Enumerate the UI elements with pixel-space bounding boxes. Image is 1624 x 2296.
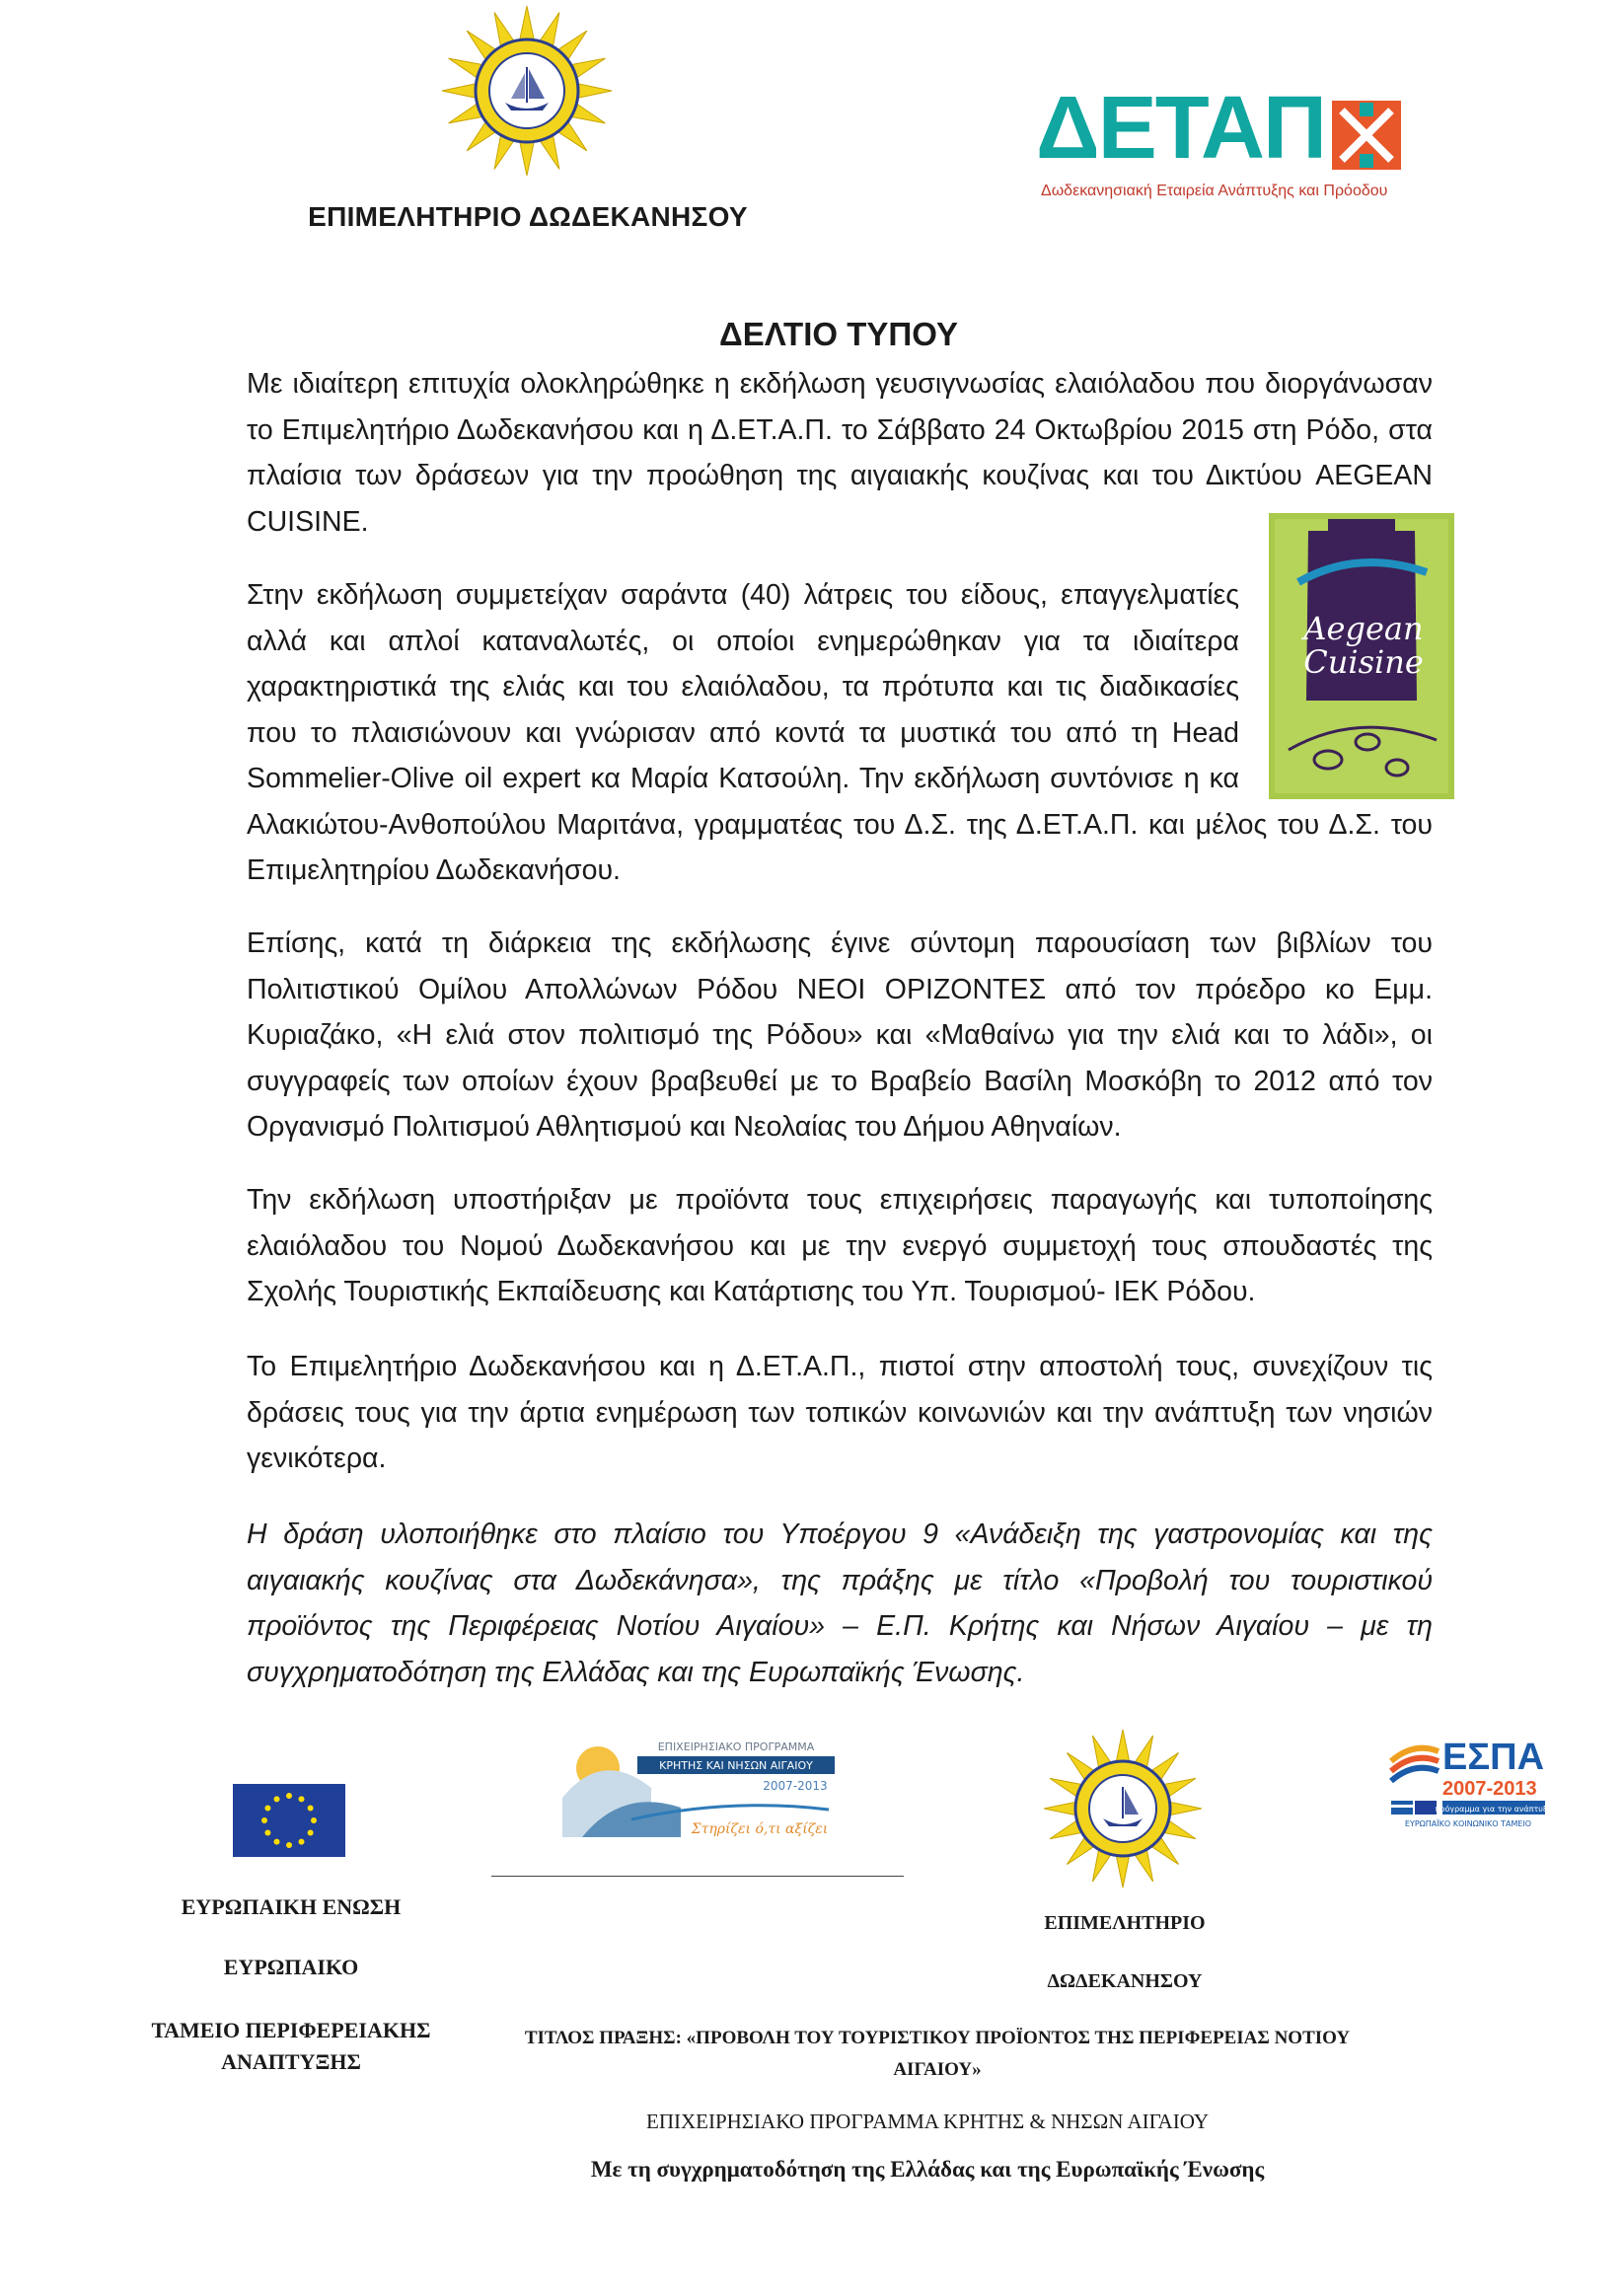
paragraph: Την εκδήλωση υποστήριξαν με προϊόντα τους επιχειρήσεις παραγωγής και τυποποίησης ελαιόλαδου του Νομού Δωδεκανήσου και με την ενεργό συμμετοχή τους σπουδαστές της Σχολής Τουριστικής Εκπαίδευσης και Κατάρτισης του Υπ. Τουρισμού- ΙΕΚ Ρόδου. [247, 1184, 1433, 1307]
crete-logo-line2: ΚΡΗΤΗΣ ΚΑΙ ΝΗΣΩΝ ΑΙΓΑΙΟΥ [659, 1759, 813, 1772]
chamber-logo [427, 6, 627, 176]
footer-divider [491, 1876, 904, 1877]
paragraph: Το Επιμελητήριο Δωδεκανήσου και η Δ.ΕΤ.Α.Π., πιστοί στην αποστολή τους, συνεχίζουν τις δράσεις τους για την άρτια ενημέρωση των τοπικών κοινωνιών και την ανάπτυξη των νησιών γενικότερα. [247, 1351, 1433, 1474]
espa-name: ΕΣΠΑ [1442, 1737, 1545, 1778]
footer-action-title: ΤΙΤΛΟΣ ΠΡΑΞΗΣ: «ΠΡΟΒΟΛΗ ΤΟΥ ΤΟΥΡΙΣΤΙΚΟΥ ΠΡΟΪΟΝΤΟΣ ΤΗΣ ΠΕΡΙΦΕΡΕΙΑΣ ΝΟΤΙΟΥ ΑΙΓΑΙΟΥ» [524, 2028, 1351, 2080]
footer-chamber-line1: ΕΠΙΜΕΛΗΤΗΡΙΟ [1044, 1912, 1206, 1934]
crete-logo-years: 2007-2013 [763, 1779, 828, 1793]
espa-fund: ΕΥΡΩΠΑΪΚΟ ΚΟΙΝΩΝΙΚΟ ΤΑΜΕΙΟ [1404, 1819, 1532, 1828]
aegean-line2: Cuisine [1303, 643, 1424, 681]
document-title: ΔΕΛΤΙΟ ΤΥΠΟΥ [719, 316, 958, 352]
footer-program: ΕΠΙΧΕΙΡΗΣΙΑΚΟ ΠΡΟΓΡΑΜΜΑ ΚΡΗΤΗΣ & ΝΗΣΩΝ ΑΙΓΑΙΟΥ [646, 2110, 1209, 2133]
aegean-cuisine-logo [1269, 513, 1454, 799]
crete-logo-slogan: Στηρίζει ό,τι αξίζει [691, 1821, 829, 1837]
footer-eu-line1: ΕΥΡΩΠΑΙΚΗ ΕΝΩΣΗ [181, 1894, 402, 1919]
espa-tagline: πρόγραμμα για την ανάπτυξη [1435, 1805, 1547, 1814]
crete-logo-line1: ΕΠΙΧΕΙΡΗΣΙΑΚΟ ΠΡΟΓΡΑΜΜΑ [657, 1741, 815, 1753]
espa-logo [1389, 1732, 1547, 1830]
detap-subtitle: Δωδεκανησιακή Εταιρεία Ανάπτυξης και Πρόοδου [1041, 183, 1388, 199]
footer-eu-line2: ΕΥΡΩΠΑΙΚΟ [223, 1955, 359, 1979]
chamber-logo-footer [1044, 1725, 1202, 1892]
espa-years: 2007-2013 [1442, 1778, 1537, 1800]
footer-chamber-line2: ΔΩΔΕΚΑΝΗΣΟΥ [1047, 1970, 1203, 1992]
crete-program-logo [562, 1729, 841, 1847]
funding-note: Η δράση υλοποιήθηκε στο πλαίσιο του Υποέργου 9 «Ανάδειξη της γαστρονομίας και της αιγαιακής κουζίνας στα Δωδεκάνησα», της πράξης με τίτλο «Προβολή του τουριστικού προϊόντος της Περιφέρειας Νοτίου Αιγαίου» – Ε.Π. Κρήτης και Νήσων Αιγαίου – με τη συγχρηματοδότηση της Ελλάδας και της Ευρωπαϊκής Ένωσης. [247, 1518, 1433, 1688]
paragraph: Επίσης, κατά τη διάρκεια της εκδήλωσης έγινε σύντομη παρουσίαση των βιβλίων του Πολιτιστικού Ομίλου Απολλώνων Ρόδου ΝΕΟΙ ΟΡΙΖΟΝΤΕΣ από τον πρόεδρο κο Εμμ. Κυριαζάκο, «Η ελιά στον πολιτισμό της Ρόδου» και «Μαθαίνω για την ελιά και το λάδι», οι συγγραφείς των οποίων έχουν βραβευθεί με το Βραβείο Βασίλη Μοσκόβη το 2012 από τον Οργανισμό Πολιτισμού Αθλητισμού και Νεολαίας του Δήμου Αθηναίων. [247, 927, 1433, 1143]
paragraph: Με ιδιαίτερη επιτυχία ολοκληρώθηκε η εκδήλωση γευσιγνωσίας ελαιόλαδου που διοργάνωσαν το Επιμελητήριο Δωδεκανήσου και η Δ.ΕΤ.Α.Π. το Σάββατο 24 Οκτωβρίου 2015 στη Ρόδο, στα πλαίσια των δράσεων για την προώθηση της αιγαιακής κουζίνας και του Δικτύου AEGEAN CUISINE. [247, 368, 1433, 538]
eu-flag-logo [233, 1784, 345, 1857]
detap-logo-text: ΔΕΤΑΠ [1036, 79, 1326, 178]
chamber-title: ΕΠΙΜΕΛΗΤΗΡΙΟ ΔΩΔΕΚΑΝΗΣΟΥ [308, 201, 748, 232]
aegean-line1: Aegean [1303, 610, 1424, 647]
paragraph-with-logo [247, 572, 1433, 894]
footer-cofinancing: Με τη συγχρηματοδότηση της Ελλάδας και της Ευρωπαϊκής Ένωσης [590, 2157, 1265, 2182]
footer-eu-line3: ΤΑΜΕΙΟ ΠΕΡΙΦΕΡΕΙΑΚΗΣ ΑΝΑΠΤΥΞΗΣ [151, 2018, 431, 2074]
paragraph-text: Στην εκδήλωση συμμετείχαν σαράντα (40) λάτρεις του είδους, επαγγελματίες αλλά και απλοί καταναλωτές, οι οποίοι ενημερώθηκαν για τα ιδιαίτερα χαρακτηριστικά της ελιάς και του ελαιόλαδου, τα πρότυπα και τις διαδικασίες που το πλαισιώνουν και γνώρισαν από κοντά τα μυστικά του από τη Head Sommelier-Olive oil expert κα Μαρία Κατσούλη. Την εκδήλωση συντόνισε η κα Αλακιώτου-Ανθοπούλου Μαριτάνα, γραμματέας του Δ.Σ. της Δ.ΕΤ.Α.Π. και μέλος του Δ.Σ. του Επιμελητηρίου Δωδεκανήσου. [247, 579, 1433, 886]
